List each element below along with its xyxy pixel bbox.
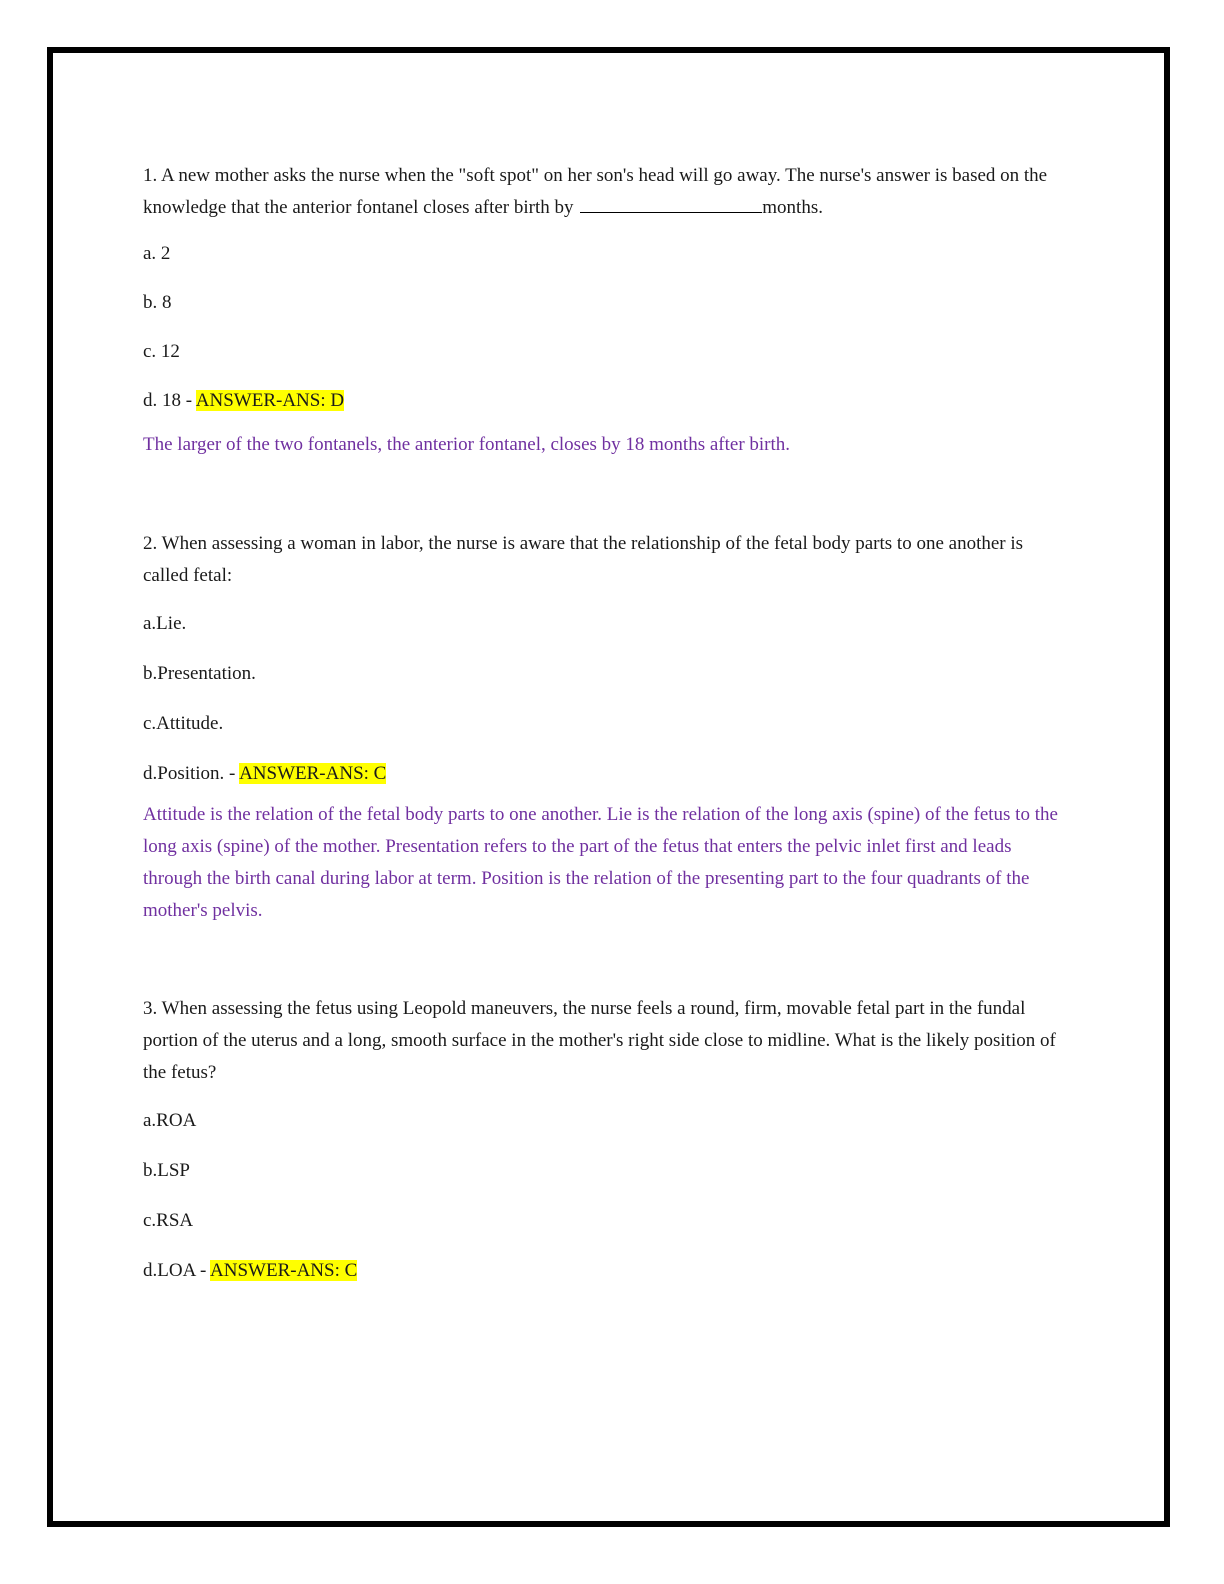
answer-highlight: ANSWER-ANS: C xyxy=(239,763,387,784)
option-b: b. 8 xyxy=(143,292,172,313)
option-d: d.LOA - ANSWER-ANS: C xyxy=(143,1260,358,1281)
question-text: 3. When assessing the fetus using Leopold maneuvers, the nurse feels a round, firm, movable fetal part in the fundal portion of the uterus and a long, smooth surface in the mother's right side close to midline. What is the likely position of the fetus? xyxy=(143,998,1056,1083)
option-c: c.Attitude. xyxy=(143,713,224,734)
rationale: Attitude is the relation of the fetal body parts to one another. Lie is the relation of the long axis (spine) of the fetus to the long axis (spine) of the mother. Presentation refers to the part of the fetus that enters the pelvic inlet first and leads through the birth canal during labor at term. Position is the relation of the presenting part to the four quadrants of the mother's pelvis. xyxy=(143,804,1058,921)
answer-highlight: ANSWER-ANS: D xyxy=(195,390,345,411)
option-a: a.ROA xyxy=(143,1110,197,1131)
option-b: b.LSP xyxy=(143,1160,190,1181)
option-b: b.Presentation. xyxy=(143,663,256,684)
answer-blank xyxy=(580,196,762,213)
option-c: c. 12 xyxy=(143,341,180,362)
option-a: a.Lie. xyxy=(143,613,187,634)
answer-highlight: ANSWER-ANS: C xyxy=(210,1260,358,1281)
option-d: d.Position. - ANSWER-ANS: C xyxy=(143,763,387,784)
question-text: 1. A new mother asks the nurse when the "soft spot" on her son's head will go away. The nurse's answer is based on the knowledge that the anterior fontanel closes after birth by months. xyxy=(143,165,1048,218)
option-d: d. 18 - ANSWER-ANS: D xyxy=(143,390,345,411)
question-text: 2. When assessing a woman in labor, the nurse is aware that the relationship of the fetal body parts to one another is called fetal: xyxy=(143,533,1024,586)
rationale: The larger of the two fontanels, the anterior fontanel, closes by 18 months after birth. xyxy=(143,434,791,455)
option-a: a. 2 xyxy=(143,243,171,264)
question-2 xyxy=(143,528,1073,927)
document-body xyxy=(143,160,1073,1283)
question-3 xyxy=(143,993,1073,1283)
option-c: c.RSA xyxy=(143,1210,194,1231)
question-1 xyxy=(143,160,1073,461)
